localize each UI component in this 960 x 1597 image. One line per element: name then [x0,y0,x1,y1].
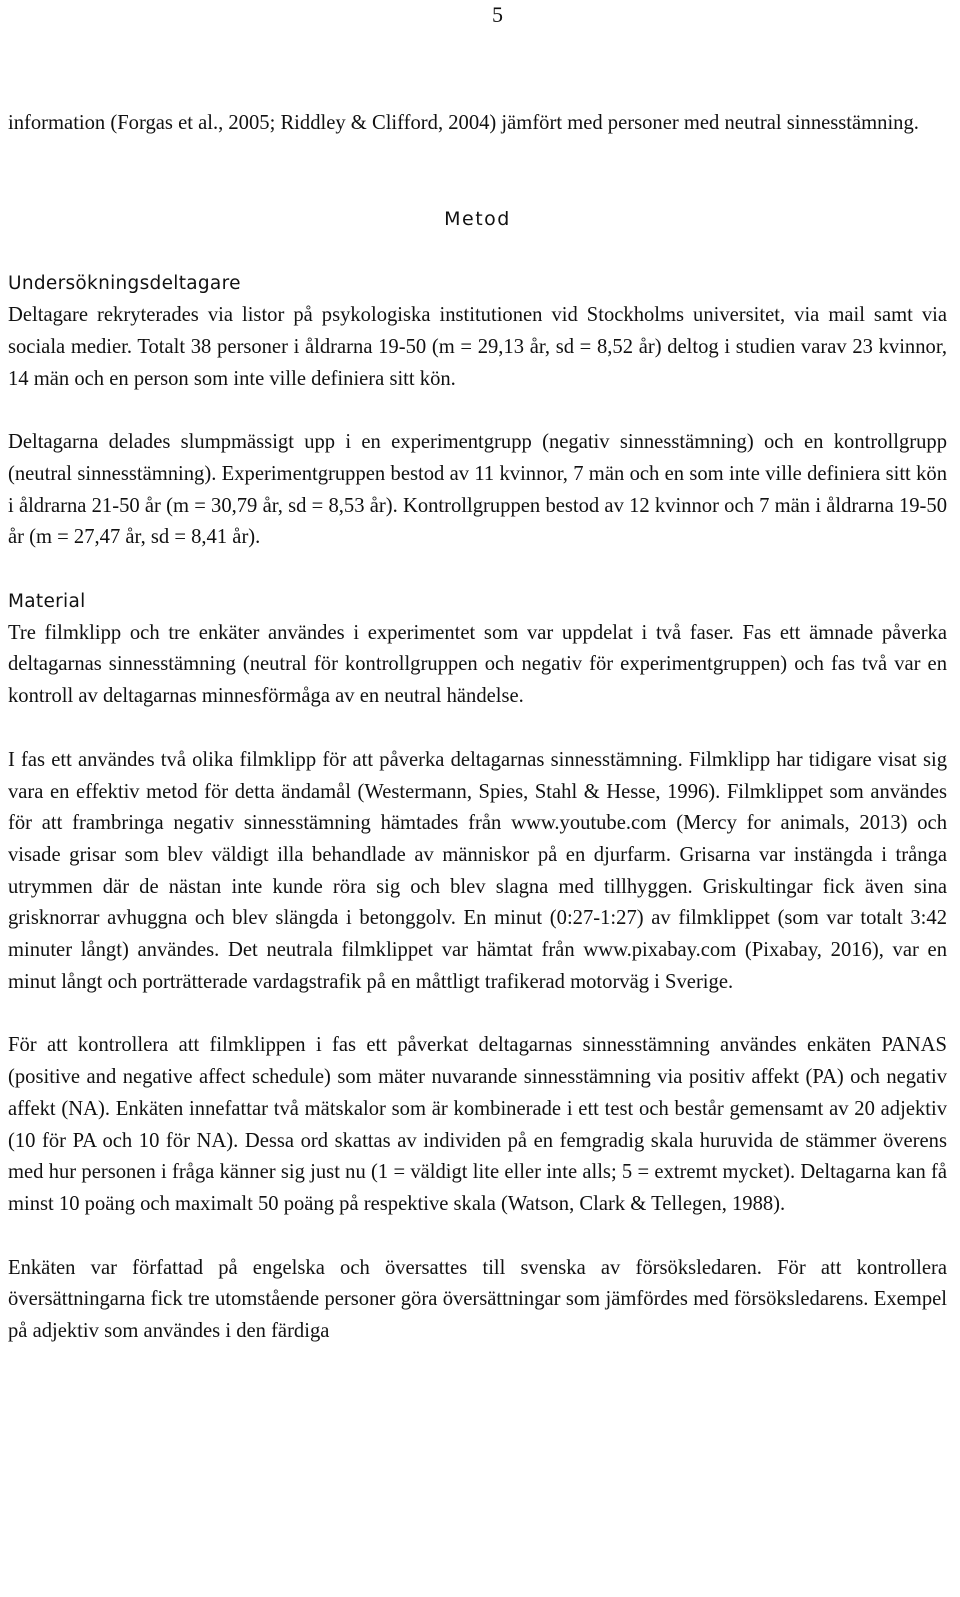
page-number: 5 [492,2,503,27]
material-heading: Material [8,591,86,613]
material-paragraph-3: För att kontrollera att filmklippen i fas ett påverkat deltagarnas sinnesstämning användes enkäten PANAS (positive and negative affect schedule) som mäter nuvarande sinnesstämning via positiv affekt (PA) och negativ affekt (NA). Enkäten innefattar två mätskalor som är kombinerade i ett test och består gemensamt av 20 adjektiv (10 för PA och 10 för NA). Dessa ord skattas av individen på en femgradig skala huruvida de stämmer överens med hur personen i fråga känner sig just nu (1 = väldigt lite eller inte alls; 5 = extremt mycket). Deltagarna kan få minst 10 poäng och maximalt 50 poäng på respektive skala (Watson, Clark & Tellegen, 1988). [8,1034,947,1215]
material-paragraph-1: Tre filmklipp och tre enkäter användes i experimentet som var uppdelat i två faser. Fas ett ämnade påverka deltagarnas sinnesstämning (neutral för kontrollgruppen och negativ för experimentgruppen) och fas två var en kontroll av deltagarnas minnesförmåga av en neutral händelse. [8,621,947,708]
method-heading: Metod [444,207,511,230]
participants-paragraph-2: Deltagarna delades slumpmässigt upp i en experimentgrupp (negativ sinnesstämning) och en kontrollgrupp (neutral sinnesstämning). Experimentgruppen bestod av 11 kvinnor, 7 män och en som inte ville definiera sitt kön i åldrarna 21-50 år (m = 30,79 år, sd = 8,53 år). Kontrollgruppen bestod av 12 kvinnor och 7 män i åldrarna 19-50 år (m = 27,47 år, sd = 8,41 år). [8,431,947,549]
intro-paragraph: information (Forgas et al., 2005; Riddley & Clifford, 2004) jämfört med personer med neutral sinnesstämning. [8,112,919,134]
page-content [8,108,947,1348]
material-paragraph-2: I fas ett användes två olika filmklipp för att påverka deltagarnas sinnesstämning. Filmklipp har tidigare visat sig vara en effektiv metod för detta ändamål (Westermann, Spies, Stahl & Hesse, 1996). Filmklippet som användes för att frambringa negativ sinnesstämning hämtades från www.youtube.com (Mercy for animals, 2013) och visade grisar som blev väldigt illa behandlade av människor på en djurfarm. Grisarna var instängda i trånga utrymmen där de nästan inte kunde röra sig och blev slagna med tillhyggen. Griskultingar fick även sina grisknorrar avhuggna och blev slängda i betonggolv. En minut (0:27-1:27) av filmklippet (som var totalt 3:42 minuter långt) användes. Det neutrala filmklippet var hämtat från www.pixabay.com (Pixabay, 2016), var en minut långt och porträtterade vardagstrafik på en måttligt trafikerad motorväg i Sverige. [8,748,947,993]
material-paragraph-4: Enkäten var författad på engelska och översattes till svenska av försöksledaren. För att kontrollera översättningarna fick tre utomstående personer göra översättningar som jämfördes med försöksledarens. Exempel på adjektiv som användes i den färdiga [8,1256,947,1343]
participants-paragraph-1: Deltagare rekryterades via listor på psykologiska institutionen vid Stockholms universitet, via mail samt via sociala medier. Totalt 38 personer i åldrarna 19-50 (m = 29,13 år, sd = 8,52 år) deltog i studien varav 23 kvinnor, 14 män och en person som inte ville definiera sitt kön. [8,304,947,390]
participants-heading: Undersökningsdeltagare [8,273,241,295]
